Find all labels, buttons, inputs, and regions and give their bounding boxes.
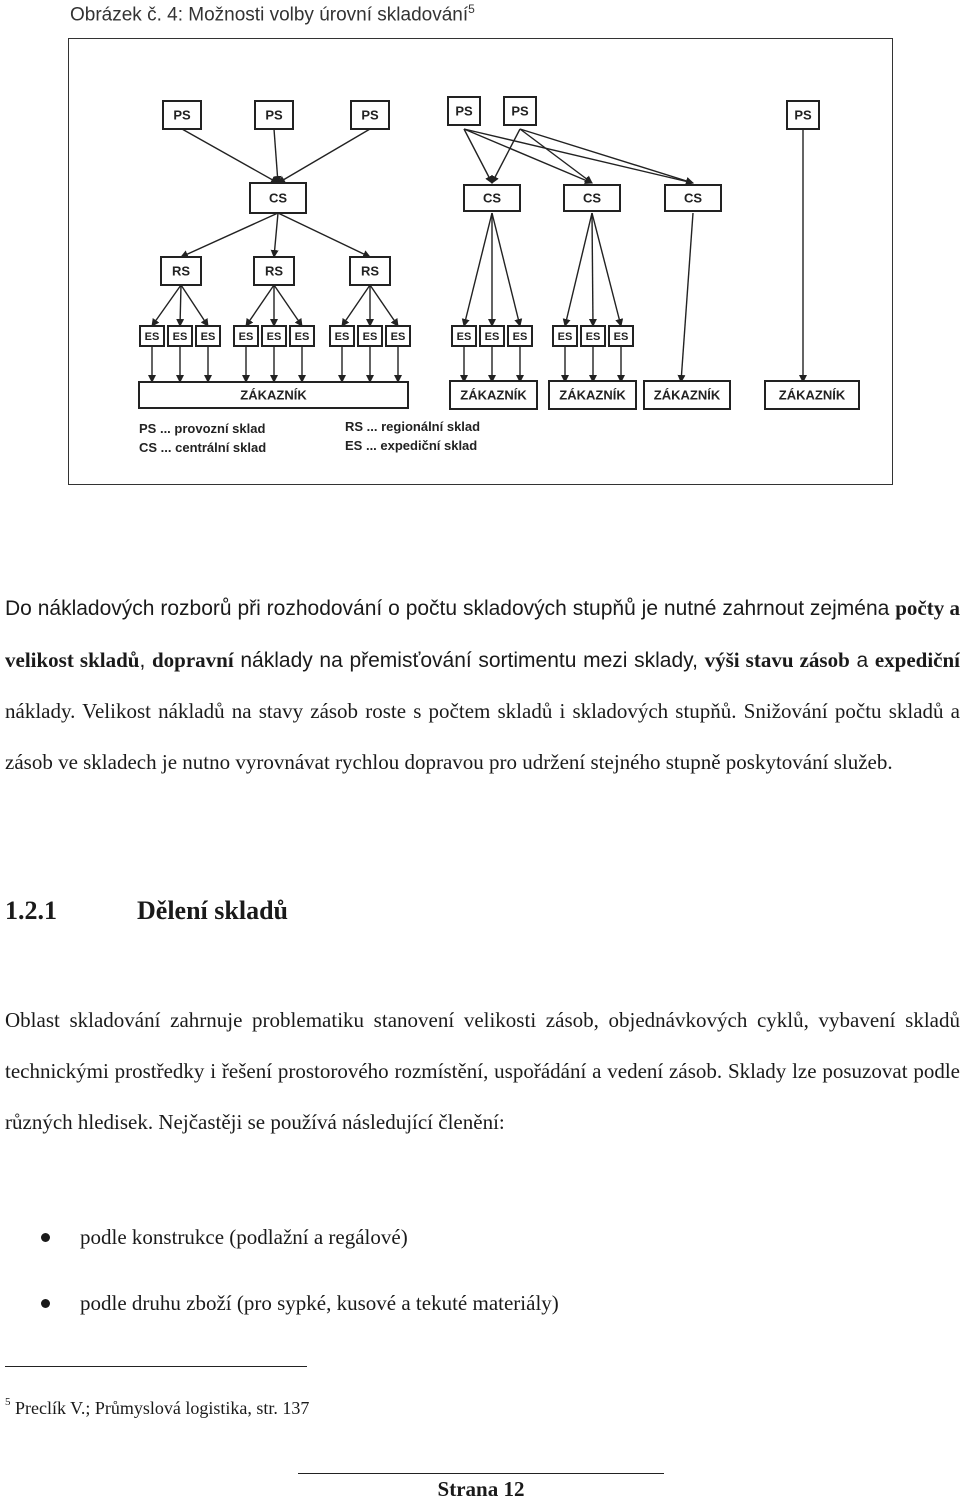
svg-text:ZÁKAZNÍK: ZÁKAZNÍK <box>559 387 626 403</box>
connection-arrow <box>492 213 520 326</box>
svg-text:ES: ES <box>585 330 601 343</box>
connection-arrow <box>464 213 492 326</box>
p1-bold-2: dopravní <box>151 647 234 672</box>
svg-text:ES: ES <box>238 330 254 343</box>
svg-text:PS: PS <box>361 107 379 123</box>
es-node <box>358 326 382 346</box>
ps-node <box>787 101 819 129</box>
svg-text:ZÁKAZNÍK: ZÁKAZNÍK <box>240 387 307 403</box>
footnote <box>5 1398 309 1419</box>
ps-node <box>448 97 480 125</box>
customer-node <box>450 381 537 409</box>
connection-arrow <box>278 129 370 183</box>
es-node <box>262 326 286 346</box>
connection-arrow <box>565 213 592 326</box>
customer-node <box>139 382 408 408</box>
connection-arrow <box>370 285 398 326</box>
p1-text-5: náklady. Velikost nákladů na stavy zásob roste s počtem skladů i skladových stupňů. Snižování počtu skladů a zásob ve skladech je nutno vyrovnávat rychlou dopravou pro udržení stejného stupně poskytování služeb. <box>5 699 960 774</box>
customer-node <box>549 381 636 409</box>
cs-node <box>250 183 306 213</box>
connection-arrow <box>274 129 278 183</box>
svg-text:ES: ES <box>362 330 378 343</box>
caption-text: Obrázek č. 4: Možnosti volby úrovní skladování <box>70 4 469 26</box>
es-node <box>480 326 504 346</box>
svg-text:ZÁKAZNÍK: ZÁKAZNÍK <box>460 387 527 403</box>
connection-arrow <box>274 213 278 257</box>
svg-text:ES: ES <box>456 330 472 343</box>
svg-text:ES: ES <box>144 330 160 343</box>
svg-text:ES: ES <box>512 330 528 343</box>
svg-text:ES: ES <box>200 330 216 343</box>
bullet-item-goods-type <box>0 1279 559 1345</box>
connection-arrow <box>180 285 181 326</box>
svg-text:ES: ES <box>294 330 310 343</box>
es-node <box>609 326 633 346</box>
section-number: 1.2.1 <box>5 896 57 925</box>
connection-arrow <box>152 285 181 326</box>
svg-text:ES: ES <box>613 330 629 343</box>
svg-text:PS: PS <box>265 107 283 123</box>
svg-text:CS: CS <box>582 190 602 206</box>
svg-text:RS: RS <box>360 263 380 279</box>
ps-node <box>351 101 389 129</box>
svg-text:ES: ES <box>266 330 282 343</box>
connection-arrow <box>181 285 208 326</box>
svg-text:ES: ES <box>390 330 406 343</box>
cs-node <box>665 185 721 211</box>
svg-text:CS: CS <box>683 190 703 206</box>
svg-text:ZÁKAZNÍK: ZÁKAZNÍK <box>653 387 721 403</box>
svg-text:ES: ES <box>484 330 500 343</box>
legend-entry: ES ... expediční sklad <box>345 438 478 453</box>
legend-entry: CS ... centrální sklad <box>139 440 267 455</box>
svg-text:PS: PS <box>173 107 191 123</box>
es-node <box>508 326 532 346</box>
page-number-divider <box>298 1473 664 1474</box>
diagram-canvas <box>69 39 894 486</box>
bullet-list <box>0 1213 559 1345</box>
cs-node <box>564 185 620 211</box>
es-node <box>290 326 314 346</box>
p1-text-3: náklady na přemisťování sortimentu mezi sklady, <box>233 648 705 672</box>
ps-node <box>504 97 536 125</box>
connection-arrow <box>464 129 492 183</box>
svg-text:ZÁKAZNÍK: ZÁKAZNÍK <box>778 387 846 403</box>
connection-arrow <box>342 285 370 326</box>
connection-arrow <box>592 213 593 326</box>
connection-arrow <box>246 285 274 326</box>
figure-caption <box>70 2 475 26</box>
rs-node <box>350 257 390 285</box>
legend-entry: RS ... regionální sklad <box>345 419 481 434</box>
legend-entry: PS ... provozní sklad <box>139 421 266 436</box>
p1-bold-3: výši stavu zásob <box>704 647 850 672</box>
p1-text-2: , <box>139 648 152 672</box>
warehouse-levels-diagram <box>68 38 893 485</box>
footnote-divider <box>5 1366 307 1367</box>
es-node <box>581 326 605 346</box>
es-node <box>234 326 258 346</box>
caption-footnote-ref: 5 <box>468 2 475 16</box>
footnote-ref: 5 <box>5 1396 11 1408</box>
rs-node <box>161 257 201 285</box>
connection-arrow <box>278 213 370 257</box>
bullet-text: podle konstrukce (podlažní a regálové) <box>80 1225 408 1249</box>
bullet-item-construction <box>0 1213 559 1279</box>
connection-arrow <box>464 129 592 183</box>
customer-node <box>765 381 859 409</box>
footnote-text: Preclík V.; Průmyslová logistika, str. 137 <box>15 1398 310 1418</box>
rs-node <box>254 257 294 285</box>
section-heading <box>5 896 288 926</box>
svg-text:ES: ES <box>334 330 350 343</box>
svg-text:RS: RS <box>264 263 284 279</box>
es-node <box>452 326 476 346</box>
p1-text-4: a <box>849 648 875 672</box>
connection-arrow <box>681 213 693 382</box>
es-node <box>196 326 220 346</box>
cs-node <box>464 185 520 211</box>
bullet-dot-icon <box>41 1299 50 1308</box>
connection-arrow <box>182 129 278 183</box>
section-title: Dělení skladů <box>137 896 288 925</box>
es-node <box>330 326 354 346</box>
p1-text-1: Do nákladových rozborů při rozhodování o počtu skladových stupňů je nutné zahrnout zejména <box>5 597 896 620</box>
connection-arrow <box>274 285 302 326</box>
es-node <box>386 326 410 346</box>
svg-text:RS: RS <box>171 263 191 279</box>
svg-text:PS: PS <box>511 103 529 119</box>
svg-text:PS: PS <box>455 103 473 119</box>
es-node <box>553 326 577 346</box>
svg-text:CS: CS <box>482 190 502 206</box>
diagram-legend <box>139 419 480 455</box>
connection-arrow <box>464 129 693 183</box>
page-number: Strana 12 <box>437 1477 525 1501</box>
p1-bold-1: počty a velikost skladů <box>5 596 960 672</box>
svg-text:PS: PS <box>794 107 812 123</box>
es-node <box>140 326 164 346</box>
p1-bold-4: expediční <box>874 647 960 672</box>
paragraph-storage-overview: Oblast skladování zahrnuje problematiku stanovení velikosti zásob, objednávkových cyklů, vybavení skladů technickými prostředky i řešení prostorového rozmístění, uspořádání a vedení zásob. Sklady lze posuzovat podle různých hledisek. Nejčastěji se používá následující členění: <box>5 1008 960 1134</box>
paragraph-cost-analysis <box>5 583 960 787</box>
ps-node <box>163 101 201 129</box>
svg-text:CS: CS <box>268 190 288 206</box>
svg-text:ES: ES <box>557 330 573 343</box>
connection-arrow <box>181 213 278 257</box>
customer-node <box>644 381 730 409</box>
connection-arrow <box>592 213 621 326</box>
bullet-text: podle druhu zboží (pro sypké, kusové a tekuté materiály) <box>80 1291 559 1315</box>
bullet-dot-icon <box>41 1233 50 1242</box>
ps-node <box>255 101 293 129</box>
svg-text:ES: ES <box>172 330 188 343</box>
es-node <box>168 326 192 346</box>
connection-arrow <box>520 129 693 183</box>
